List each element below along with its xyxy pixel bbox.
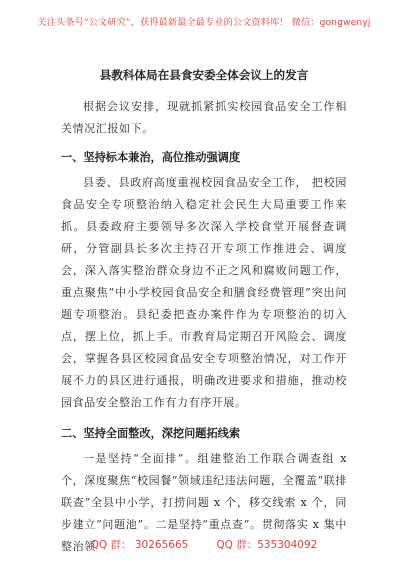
section-2-paragraph: 一是坚持“全面排”。组建整治工作联合调查组 x 个，深度聚焦“校园餐”领域违纪违法问题，全覆盖“联排联查”全县中小学，打捞问题 x 个，移交线索 x 个，同步建立“问题池”。二是坚持“重点查”。贯彻落实 x 集中整治领 [61, 452, 347, 553]
section-heading-1: 一、坚持标本兼治，高位推动强调度 [61, 150, 241, 164]
document-body [61, 68, 347, 558]
section-1-paragraph: 县委、县政府高度重视校园食品安全工作， 把校园食品安全专项整治纳入稳定社会民生大局重要工作来抓。县委政府主要领导多次深入学校食堂开展督查调研，分管副县长多次主持召开专项工作推进会、调度会，深入落实整治群众身边不正之风和腐败问题工作，重点聚焦“中小学校园食品安全和膳食经费管理”突出问题专项整治。县纪委把查办案件作为专项整治的切入点，摆上位，抓上手。市教育局定期召开风险会、调度会，掌握各县区校园食品安全专项整治情况，对工作开展不力的县区进行通报，明确改进要求和措施，推动校园食品安全整治工作有力有序开展。 [61, 176, 347, 409]
section-heading-2: 二、坚持全面整改，深挖问题拓线索 [61, 426, 241, 440]
document-title: 县教科体局在县食安委全体会议上的发言 [99, 68, 309, 82]
intro-paragraph: 根据会议安排，现就抓紧抓实校园食品安全工作相关情况汇报如下。 [61, 100, 347, 135]
contact-footer [0, 537, 408, 552]
qq-group-2: QQ 群：535304092 [216, 539, 318, 551]
qq-group-1: QQ 群： 30265665 [90, 539, 189, 551]
promo-banner: 关注头条号“公文研究”，获得最新最全最专业的公文资料库！ 微信：gongwenyj [37, 17, 371, 28]
